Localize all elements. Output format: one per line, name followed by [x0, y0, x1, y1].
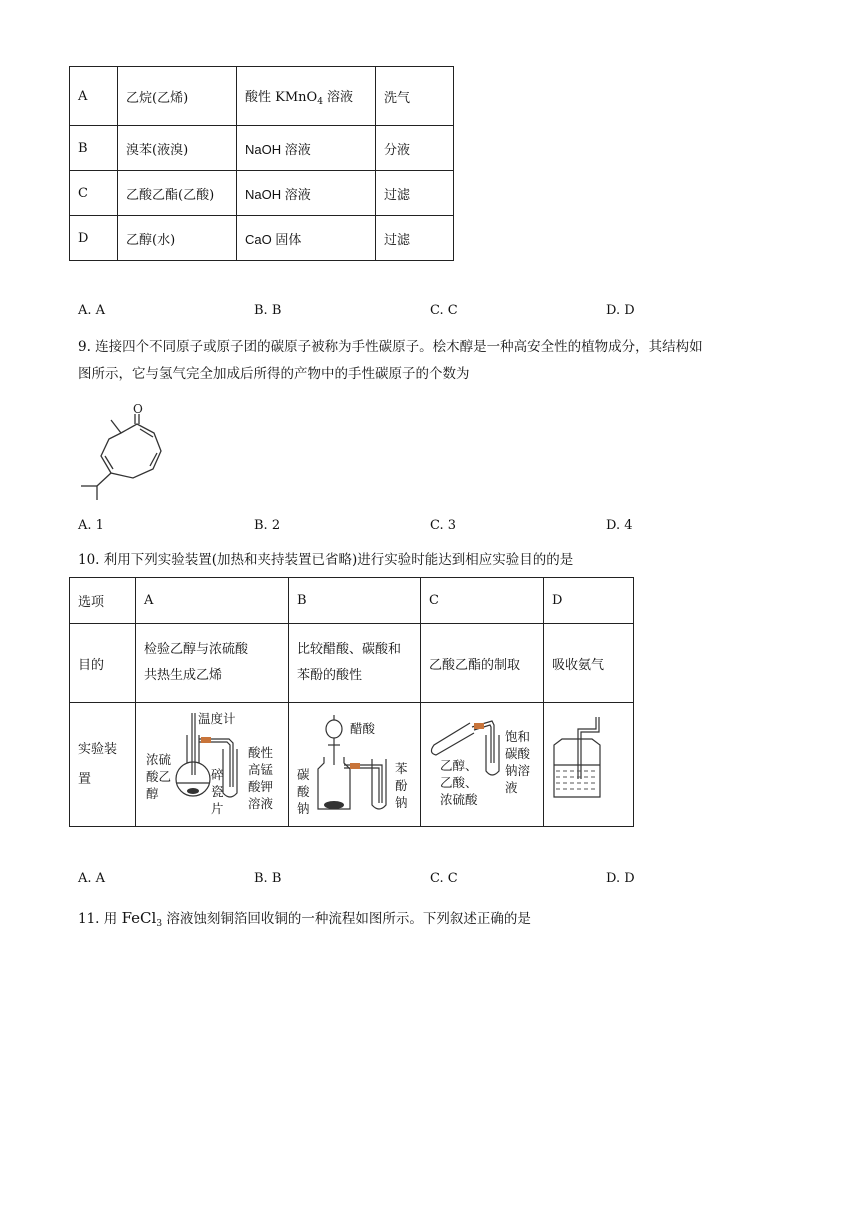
q9-option-c: C. 3: [430, 518, 457, 533]
table-row: [70, 216, 454, 261]
option-a: A. A: [78, 303, 106, 318]
header-cell: B: [289, 578, 421, 624]
q9-option-b: B. 2: [254, 518, 281, 533]
label-a-left: 浓硫 酸乙 醇: [146, 752, 172, 801]
label-b-right: 苯 酚 钠: [395, 761, 408, 810]
reagent-cell: CaO 固体: [237, 216, 376, 261]
header-cell: D: [544, 578, 634, 624]
table-row: [70, 171, 454, 216]
purpose-b-cell: 比较醋酸、碳酸和 苯酚的酸性: [289, 624, 421, 703]
header-cell: A: [136, 578, 289, 624]
header-cell: C: [421, 578, 544, 624]
mixture-cell: 乙酸乙酯(乙酸): [118, 171, 237, 216]
label-thermometer: 温度计: [198, 711, 236, 726]
reagent-cell: NaOH 溶液: [237, 171, 376, 216]
q10-option-d: D. D: [606, 871, 635, 886]
table-row: [70, 578, 634, 624]
hinokitiol-structure: [75, 400, 185, 505]
option-c: C. C: [430, 303, 458, 318]
purpose-c-cell: 乙酸乙酯的制取: [421, 624, 544, 703]
q10-stem: 10. 利用下列实验装置(加热和夹持装置已省略)进行实验时能达到相应实验目的的是: [78, 552, 574, 568]
label-c-left: 乙醇、 乙酸、 浓硫酸: [440, 758, 478, 807]
method-cell: 过滤: [376, 171, 454, 216]
table-row: [70, 126, 454, 171]
method-cell: 过滤: [376, 216, 454, 261]
label-a-chip: 碎 瓷 片: [211, 767, 224, 816]
option-cell: D: [70, 216, 118, 261]
q10-option-b: B. B: [254, 871, 282, 886]
mixture-cell: 乙醇(水): [118, 216, 237, 261]
oxygen-label: O: [133, 402, 143, 416]
label-c-right: 饱和 碳酸 钠溶 液: [505, 729, 531, 795]
option-d: D. D: [606, 303, 635, 318]
label-a-right: 酸性 高锰 酸钾 溶液: [248, 745, 274, 811]
header-cell: 选项: [70, 578, 136, 624]
apparatus-label-cell: 实验装 置: [70, 703, 136, 827]
purpose-a-cell: 检验乙醇与浓硫酸 共热生成乙烯: [136, 624, 289, 703]
purpose-label-cell: 目的: [70, 624, 136, 703]
reagent-cell: 酸性 KMnO$_4$ 溶液: [237, 67, 376, 126]
mixture-cell: 乙烷(乙烯): [118, 67, 237, 126]
method-cell: 洗气: [376, 67, 454, 126]
q10-option-a: A. A: [78, 871, 106, 886]
q9-option-a: A. 1: [78, 518, 104, 533]
q9-stem: [78, 337, 798, 384]
label-b-top: 醋酸: [350, 721, 376, 736]
table-row: [70, 624, 634, 703]
q9-line2: 图所示，它与氢气完全加成后所得的产物中的手性碳原子的个数为: [78, 366, 470, 382]
option-cell: B: [70, 126, 118, 171]
q9-line1: 9. 连接四个不同原子或原子团的碳原子被称为手性碳原子。桧木醇是一种高安全性的植物成分，其结构如: [78, 339, 703, 355]
purpose-d-cell: 吸收氨气: [544, 624, 634, 703]
label-b-left: 碳 酸 钠: [297, 767, 310, 816]
option-cell: C: [70, 171, 118, 216]
reagent-cell: NaOH 溶液: [237, 126, 376, 171]
method-cell: 分液: [376, 126, 454, 171]
q9-option-d: D. 4: [606, 518, 633, 533]
apparatus-d-drawing: [544, 705, 616, 823]
option-b: B. B: [254, 303, 282, 318]
option-cell: A: [70, 67, 118, 126]
q11-stem: 11. 用 FeCl$_3$ 溶液蚀刻铜箔回收铜的一种流程如图所示。下列叙述正确的是: [78, 909, 531, 929]
mixture-cell: 溴苯(液溴): [118, 126, 237, 171]
q8-table: [69, 66, 454, 261]
q10-option-c: C. C: [430, 871, 458, 886]
table-row: [70, 67, 454, 126]
